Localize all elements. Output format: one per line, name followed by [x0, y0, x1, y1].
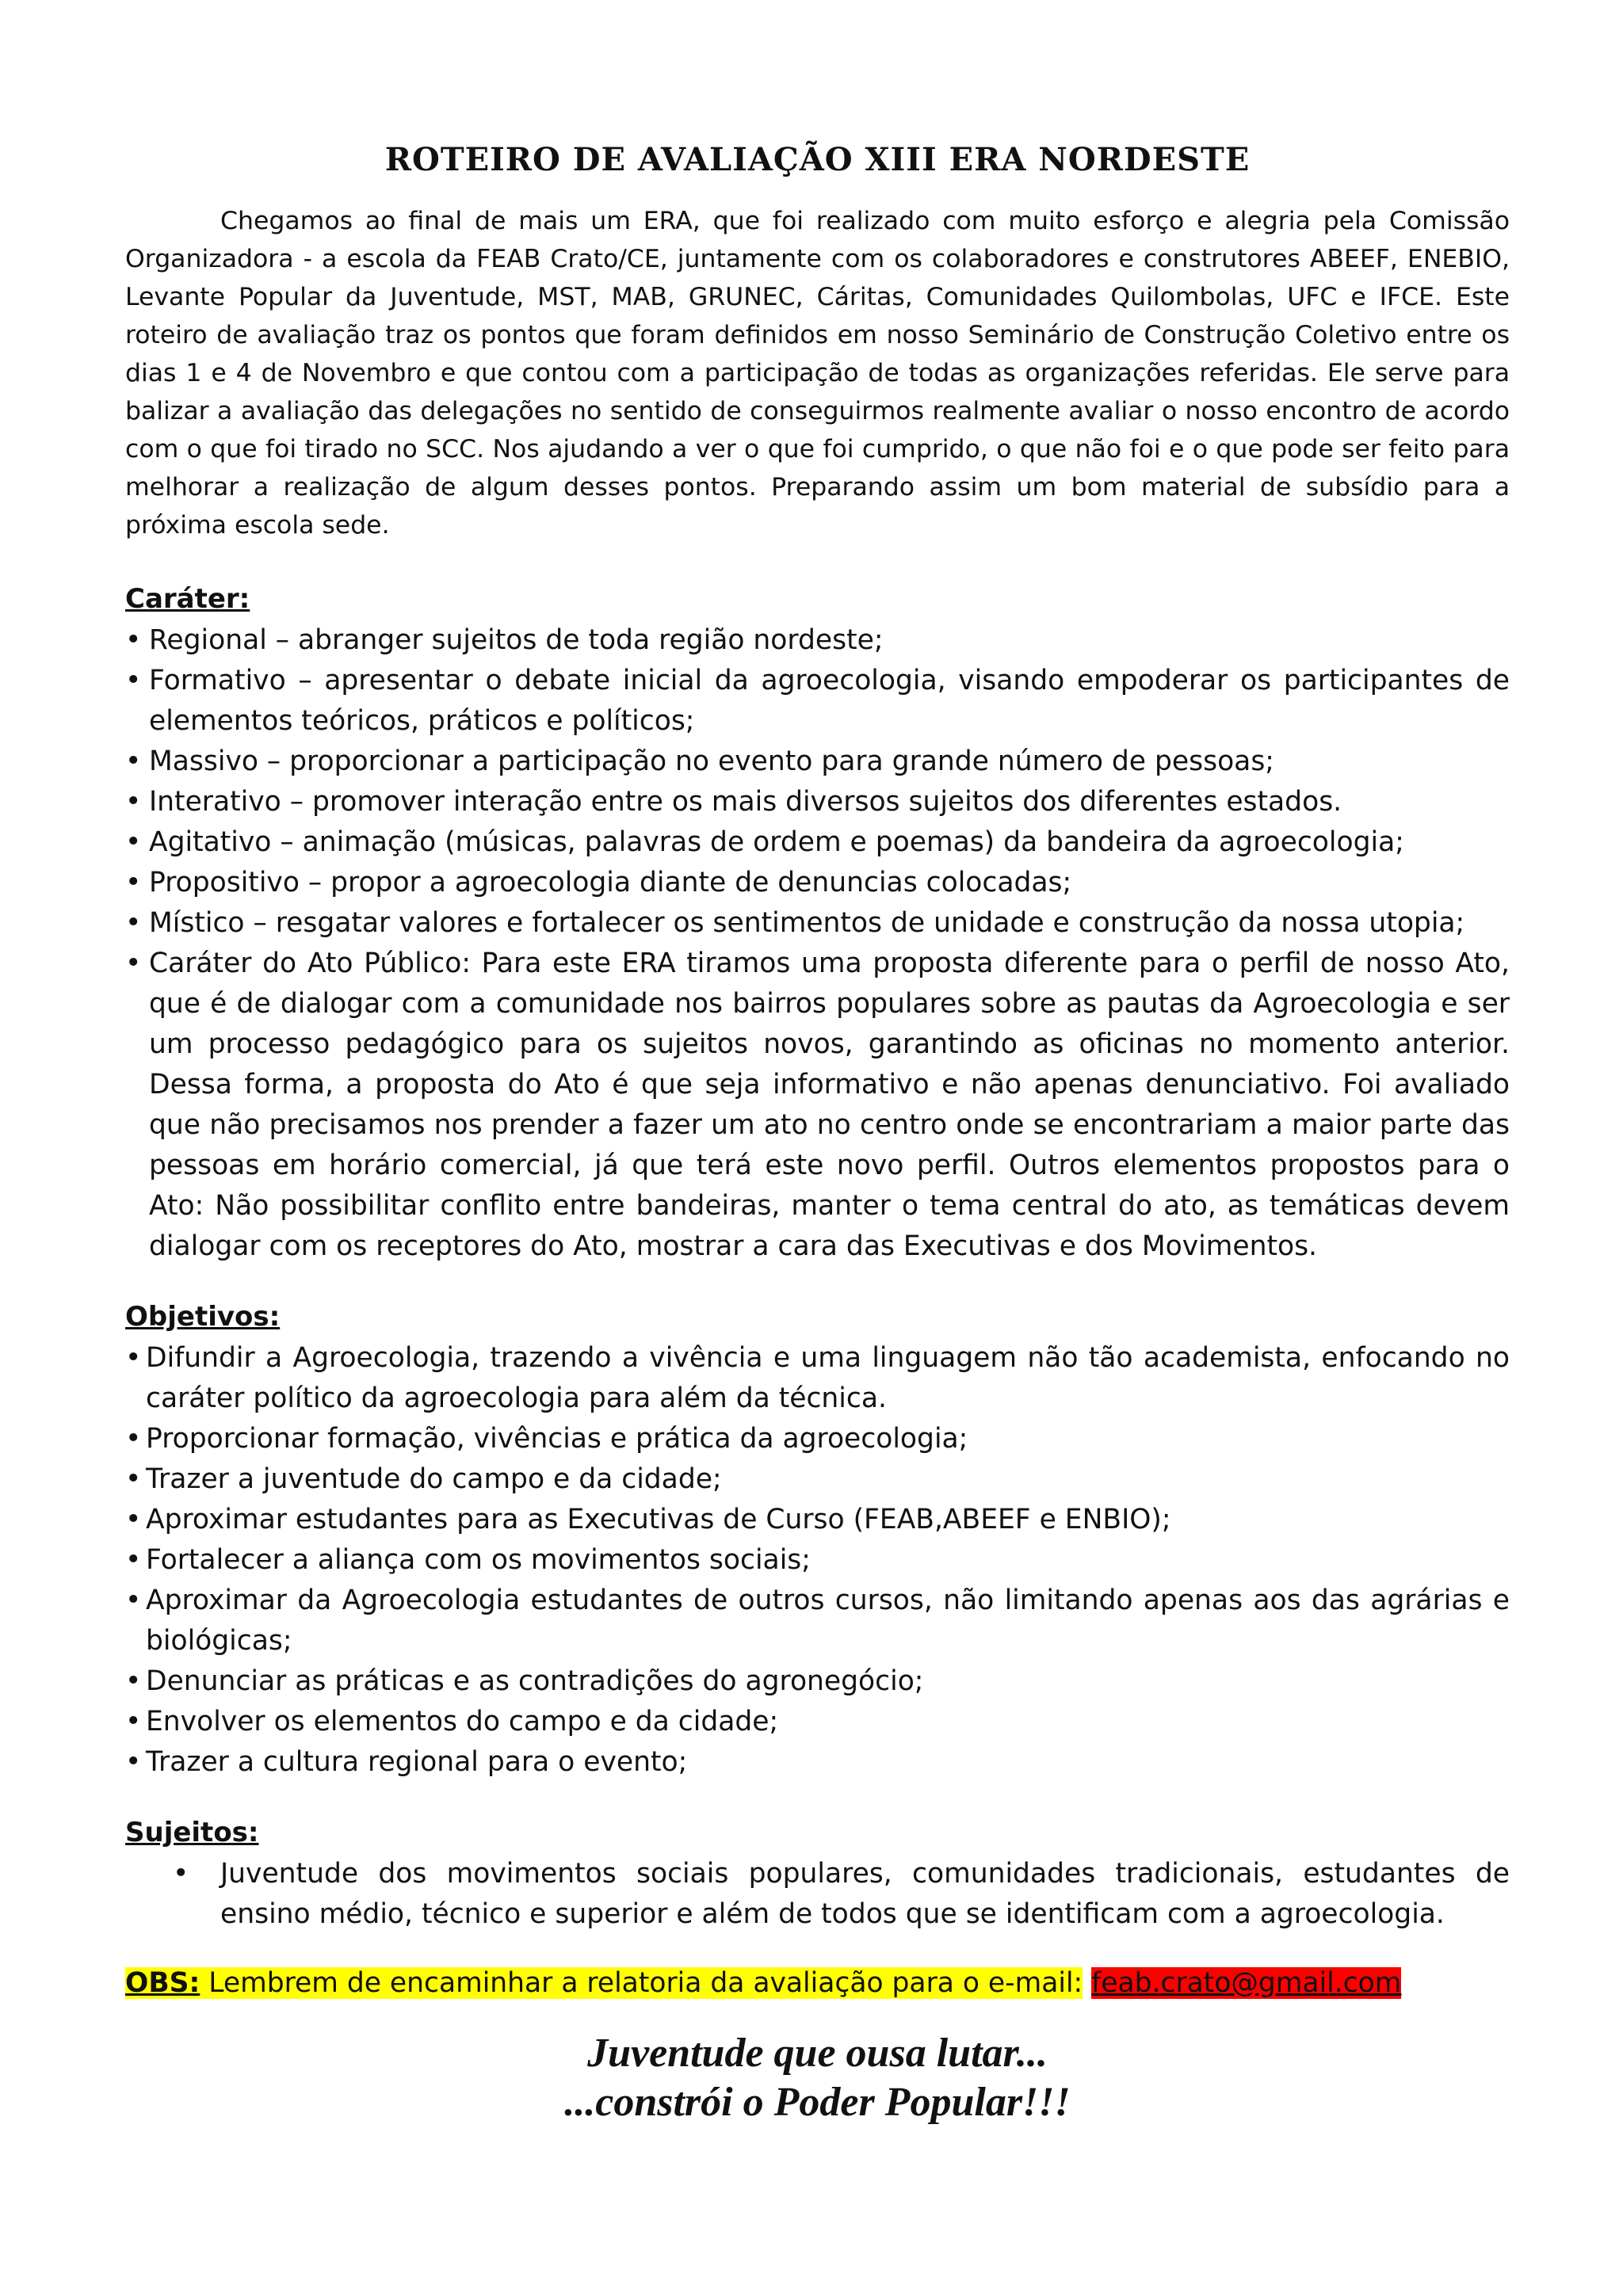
list-item: • Trazer a juventude do campo e da cidade; [125, 1459, 1510, 1500]
list-item: • Envolver os elementos do campo e da cidade; [125, 1702, 1510, 1742]
bullet-icon: • [125, 1585, 142, 1616]
list-item: • Místico – resgatar valores e fortalecer os sentimentos de unidade e construção da nossa utopia; [125, 903, 1510, 944]
list-item: • Propositivo – propor a agroecologia diante de denuncias colocadas; [125, 863, 1510, 903]
list-item: • Formativo – apresentar o debate inicial da agroecologia, visando empoderar os participantes de elementos teóricos, práticos e políticos; [125, 661, 1510, 742]
bullet-icon: • [125, 1463, 142, 1495]
slogan-line-2: ...constrói o Poder Popular!!! [564, 2079, 1071, 2125]
email-link[interactable]: feab.crato@gmail.com [1091, 1967, 1402, 1999]
bullet-icon: • [125, 1423, 142, 1455]
list-item: • Fortalecer a aliança com os movimentos sociais; [125, 1540, 1510, 1581]
list-item: • Proporcionar formação, vivências e prática da agroecologia; [125, 1419, 1510, 1459]
closing-slogan [125, 2029, 1510, 2127]
document-title: ROTEIRO DE AVALIAÇÃO XIII ERA NORDESTE [384, 141, 1251, 178]
bullet-icon: • [125, 826, 142, 858]
bullet-icon: • [125, 1544, 142, 1576]
bullet-icon: • [125, 867, 142, 898]
bullet-icon: • [125, 907, 142, 939]
list-item: • Interativo – promover interação entre os mais diversos sujeitos dos diferentes estados. [125, 782, 1510, 822]
bullet-icon: • [125, 1746, 142, 1778]
bullet-icon: • [125, 1665, 142, 1697]
list-item: • Agitativo – animação (músicas, palavras de ordem e poemas) da bandeira da agroecologia; [125, 822, 1510, 863]
list-item: • Caráter do Ato Público: Para este ERA tiramos uma proposta diferente para o perfil de nosso Ato, que é de dialogar com a comunidade nos bairros populares sobre as pautas da Agroecologia e ser um processo pedagógico para os sujeitos novos, garantindo as oficinas no momento anterior. Dessa forma, a proposta do Ato é que seja informativo e não apenas denunciativo. Foi avaliado que não precisamos nos prender a fazer um ato no centro onde se encontrariam a maior parte das pessoas em horário comercial, já que terá este novo perfil. Outros elementos propostos para o Ato: Não possibilitar conflito entre bandeiras, manter o tema central do ato, as temáticas devem dialogar com os receptores do Ato, mostrar a cara das Executivas e dos Movimentos. [125, 944, 1510, 1267]
sujeitos-heading: Sujeitos: [125, 1817, 259, 1848]
objetivos-section [125, 1295, 1510, 1783]
obs-highlight [125, 1967, 1083, 1999]
carater-heading: Caráter: [125, 583, 250, 615]
carater-list [125, 620, 1510, 1267]
bullet-icon: • [125, 1342, 142, 1374]
bullet-icon: • [125, 948, 142, 979]
list-item: • Aproximar estudantes para as Executivas de Curso (FEAB,ABEEF e ENBIO); [125, 1500, 1510, 1540]
obs-label: OBS: [125, 1967, 200, 1999]
bullet-icon: • [125, 746, 142, 777]
list-item: • Regional – abranger sujeitos de toda região nordeste; [125, 620, 1510, 661]
bullet-icon: • [125, 624, 142, 656]
objetivos-heading: Objetivos: [125, 1301, 281, 1333]
carater-section [125, 578, 1510, 1267]
objetivos-list [125, 1338, 1510, 1783]
bullet-icon: • [125, 1504, 142, 1535]
list-item: • Difundir a Agroecologia, trazendo a vivência e uma linguagem não tão academista, enfocando no caráter político da agroecologia para além da técnica. [125, 1338, 1510, 1419]
list-item: • Denunciar as práticas e as contradições do agronegócio; [125, 1661, 1510, 1702]
list-item: • Juventude dos movimentos sociais populares, comunidades tradicionais, estudantes de ensino médio, técnico e superior e além de todos que se identificam com a agroecologia. [220, 1854, 1510, 1935]
bullet-icon: • [125, 665, 142, 696]
bullet-icon: • [125, 786, 142, 818]
list-item: • Massivo – proporcionar a participação no evento para grande número de pessoas; [125, 742, 1510, 782]
obs-text: Lembrem de encaminhar a relatoria da avaliação para o e-mail: [200, 1967, 1083, 1999]
list-item: • Trazer a cultura regional para o evento; [125, 1742, 1510, 1783]
slogan-line-1: Juventude que ousa lutar... [587, 2030, 1048, 2076]
sujeitos-list [125, 1854, 1510, 1935]
intro-paragraph: Chegamos ao final de mais um ERA, que foi realizado com muito esforço e alegria pela Comissão Organizadora - a escola da FEAB Crato/CE, juntamente com os colaboradores e construtores ABEEF, ENEBIO, Levante Popular da Juventude, MST, MAB, GRUNEC, Cáritas, Comunidades Quilombolas, UFC e IFCE. Este roteiro de avaliação traz os pontos que foram definidos em nosso Seminário de Construção Coletivo entre os dias 1 e 4 de Novembro e que contou com a participação de todas as organizações referidas. Ele serve para balizar a avaliação das delegações no sentido de conseguirmos realmente avaliar o nosso encontro de acordo com o que foi tirado no SCC. Nos ajudando a ver o que foi cumprido, o que não foi e o que pode ser feito para melhorar a realização de algum desses pontos. Preparando assim um bom material de subsídio para a próxima escola sede. [125, 207, 1510, 540]
list-item: • Aproximar da Agroecologia estudantes de outros cursos, não limitando apenas aos das agrárias e biológicas; [125, 1581, 1510, 1661]
bullet-icon: • [173, 1858, 189, 1890]
sujeitos-section [125, 1811, 1510, 1935]
document-page [125, 141, 1510, 2127]
obs-note [125, 1965, 1510, 2001]
bullet-icon: • [125, 1706, 142, 1737]
